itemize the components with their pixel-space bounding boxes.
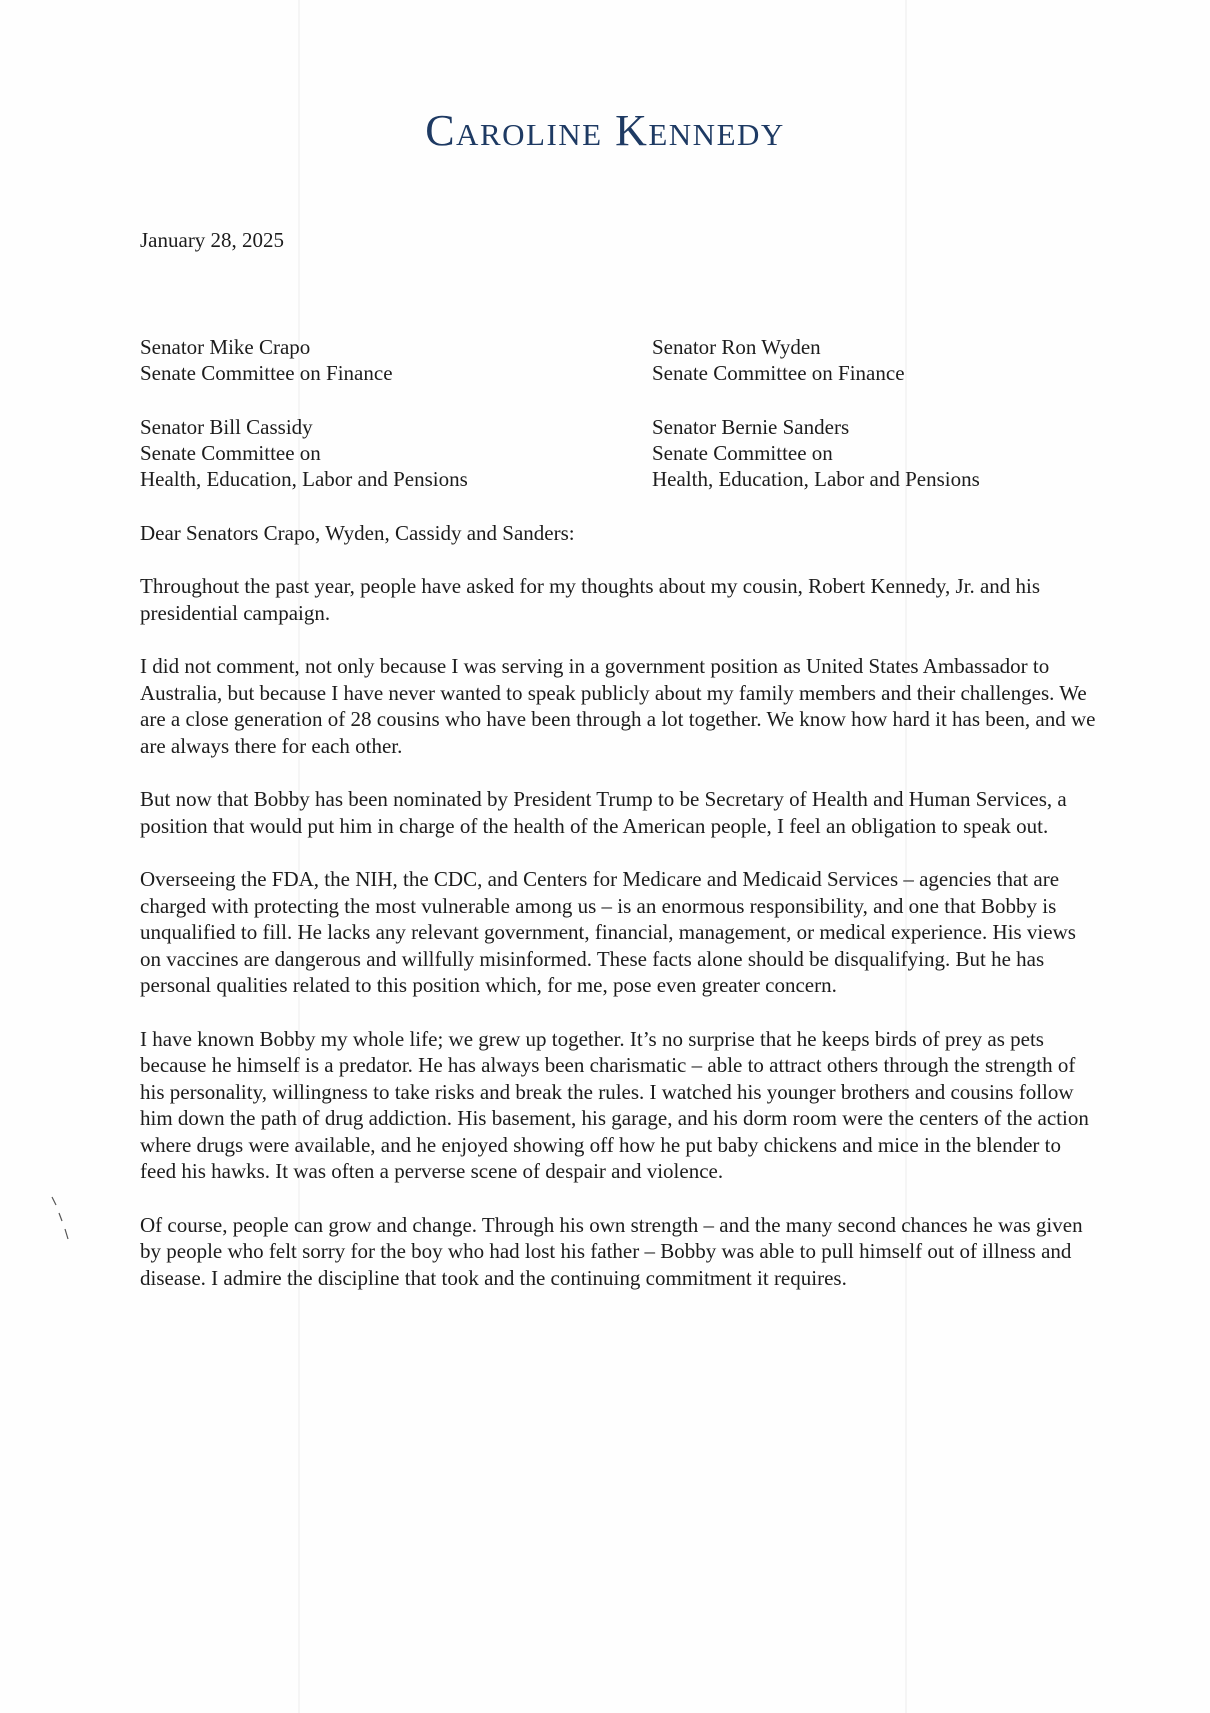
recipient-name: Senator Bernie Sanders (652, 415, 850, 439)
body-paragraph: But now that Bobby has been nominated by President Trump to be Secretary of Health and Human Services, a position that would put him in charge of the health of the American people, I feel an obligation to speak out. (140, 787, 1067, 838)
recipient-committee: Senate Committee on Finance (140, 361, 393, 385)
recipient-name: Senator Bill Cassidy (140, 415, 313, 439)
salutation: Dear Senators Crapo, Wyden, Cassidy and Sanders: (140, 521, 575, 545)
recipient-committee: Senate Committee on (652, 441, 833, 465)
recipient-block (140, 414, 468, 492)
recipient-committee: Senate Committee on Finance (652, 361, 905, 385)
body-paragraph: I did not comment, not only because I was serving in a government position as United States Ambassador to Australia, but because I have never wanted to speak publicly about my family members and their challenges. We are a close generation of 28 cousins who have been through a lot together. We know how hard it has been, and we are always there for each other. (140, 654, 1096, 758)
recipient-committee: Health, Education, Labor and Pensions (140, 467, 468, 491)
body-paragraph: Of course, people can grow and change. Through his own strength – and the many second chances he was given by people who felt sorry for the boy who had lost his father – Bobby was able to pull himself out of illness and disease. I admire the discipline that took and the continuing commitment it requires. (140, 1212, 1083, 1290)
recipient-committee: Health, Education, Labor and Pensions (652, 467, 980, 491)
recipient-block (652, 334, 905, 386)
margin-pen-marks (48, 1195, 74, 1245)
recipient-committee: Senate Committee on (140, 441, 321, 465)
body-paragraph: Overseeing the FDA, the NIH, the CDC, and Centers for Medicare and Medicaid Services – agencies that are charged with protecting the most vulnerable among us – is an enormous responsibility, and one that Bobby is unqualified to fill. He lacks any relevant government, financial, management, or medical experience. His views on vaccines are dangerous and willfully misinformed. These facts alone should be disqualifying. But he has personal qualities related to this position which, for me, pose even greater concern. (140, 867, 1076, 997)
letter-date: January 28, 2025 (140, 228, 285, 252)
body-paragraph: I have known Bobby my whole life; we grew up together. It’s no surprise that he keeps birds of prey as pets because he himself is a predator. He has always been charismatic – able to attract others through the strength of his personality, willingness to take risks and break the rules. I watched his younger brothers and cousins follow him down the path of drug addiction. His basement, his garage, and his dorm room were the centers of the action where drugs were available, and he enjoyed showing off how he put baby chickens and mice in the blender to feed his hawks. It was often a perverse scene of despair and violence. (140, 1026, 1089, 1183)
recipient-block (140, 334, 393, 386)
recipient-name: Senator Ron Wyden (652, 335, 821, 359)
recipient-name: Senator Mike Crapo (140, 335, 311, 359)
letterhead-name: Caroline Kennedy (425, 106, 785, 155)
recipient-block (652, 414, 980, 492)
letter-body (140, 573, 1100, 1318)
body-paragraph: Throughout the past year, people have asked for my thoughts about my cousin, Robert Kennedy, Jr. and his presidential campaign. (140, 574, 1041, 625)
